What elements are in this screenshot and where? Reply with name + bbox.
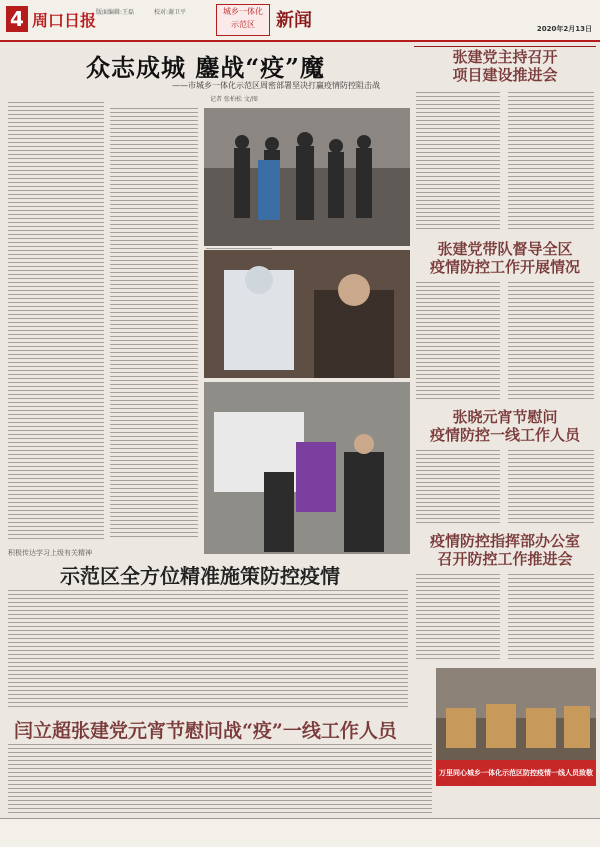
column-label (216, 4, 270, 36)
middle-article-title: 示范区全方位精准施策防控疫情 (60, 564, 340, 588)
tribute-banner: 万里同心城乡一体化示范区防控疫情一线人员致敬 (436, 760, 596, 786)
right-top-rule (414, 46, 596, 47)
right-article-1-title-line1: 张建党主持召开 (452, 48, 558, 66)
page-footer (0, 818, 600, 847)
issue-date: 2020年2月13日 (536, 25, 592, 33)
photo-workers-group-scene (436, 668, 596, 760)
photo-workers-group (436, 668, 596, 760)
column-label-line1: 城乡一体化 (223, 7, 263, 16)
right-article-1-title-line2: 项目建设推进会 (452, 66, 558, 84)
right-article-1-text-a (416, 92, 500, 232)
photo-checkpoint (204, 250, 410, 378)
page-number: 4 (6, 6, 28, 32)
photo-officials-meeting (204, 108, 410, 246)
main-article-text-col2 (110, 108, 198, 540)
bottom-article-text (8, 744, 432, 814)
right-article-4-text-b (508, 574, 594, 662)
column-label-line2: 示范区 (231, 20, 255, 29)
right-article-4-title (414, 532, 596, 568)
right-article-1-text-b (508, 92, 594, 232)
proof-credit: 校对:谢卫平 (154, 9, 187, 16)
right-article-1-title (414, 48, 596, 84)
main-headline: 众志成城 鏖战“疫”魔 (86, 53, 325, 82)
middle-article-kicker: 积极传达学习上级有关精神 (8, 549, 92, 557)
main-subheadline: ——市城乡一体化示范区周密部署坚决打赢疫情防控阻击战 (172, 81, 380, 90)
right-article-3-title-line1: 张晓元宵节慰问 (452, 408, 558, 426)
right-article-3-title (414, 408, 596, 444)
right-article-2-text-a (416, 282, 500, 402)
right-article-2-title (414, 240, 596, 276)
right-article-2-title-line2: 疫情防控工作开展情况 (429, 258, 580, 276)
right-article-2-title-line1: 张建党带队督导全区 (437, 240, 573, 258)
right-article-2-text-b (508, 282, 594, 402)
right-article-3-text-b (508, 450, 594, 526)
right-article-3-text-a (416, 450, 500, 526)
editor-credit: 版面编辑:王磊 (96, 9, 135, 16)
middle-article-text (8, 590, 408, 708)
photo-checkpoint-scene (204, 250, 410, 378)
bottom-article-title: 闫立超张建党元宵节慰问战“疫”一线工作人员 (14, 720, 397, 742)
right-article-3-title-line2: 疫情防控一线工作人员 (429, 426, 580, 444)
section-title: 新闻 (276, 10, 312, 31)
photo-supplies (204, 382, 410, 554)
photo-officials-meeting-scene (204, 108, 410, 246)
main-article-text-col1 (8, 102, 104, 540)
right-article-4-text-a (416, 574, 500, 662)
paper-name: 周口日报 (32, 11, 97, 30)
right-article-4-title-line2: 召开防控工作推进会 (437, 550, 573, 568)
right-article-4-title-line1: 疫情防控指挥部办公室 (429, 532, 580, 550)
photo-supplies-scene (204, 382, 410, 554)
main-byline: 记者 张柏松 文/图 (210, 96, 258, 103)
